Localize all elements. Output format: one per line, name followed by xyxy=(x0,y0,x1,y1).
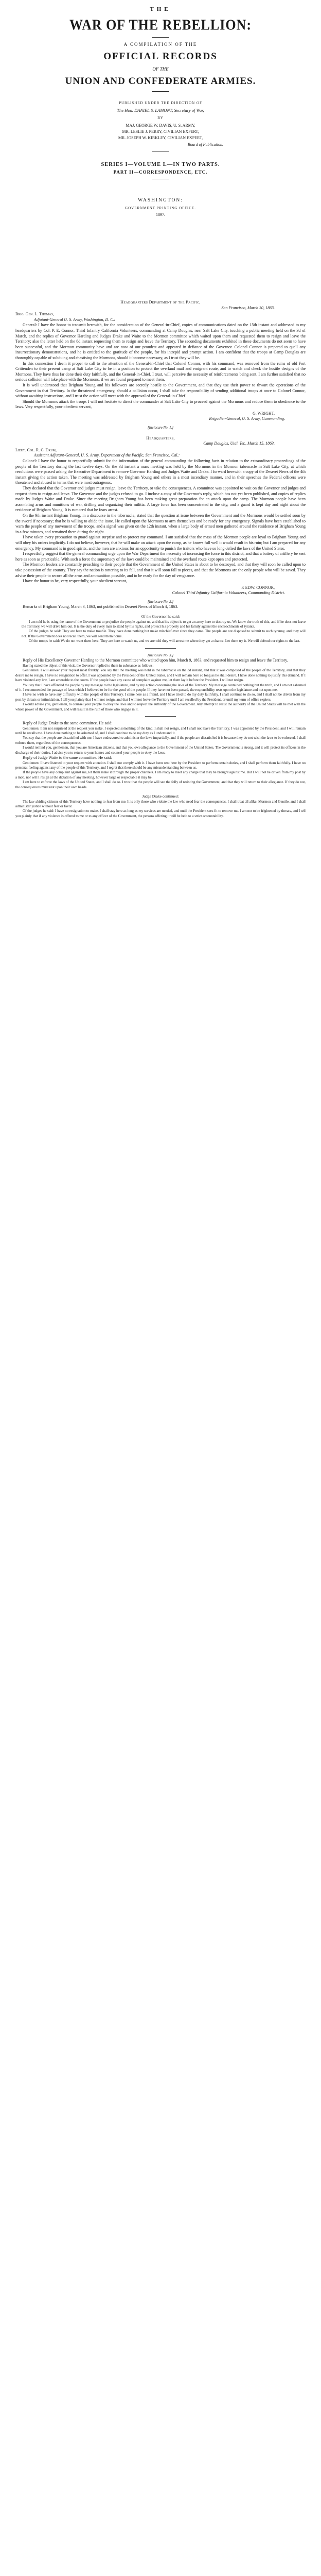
paragraph: Gentlemen: I have listened to your request with attention. I shall not comply with it. I have been sent here by the President to perform certain duties, and I shall perform them faithfully. I have no personal feeling against any of the people of this Territory, and I regret that there should be any misunderstanding between us. xyxy=(15,760,306,770)
paragraph: The law-abiding citizens of this Territory have nothing to fear from me. It is only those who violate the law who need fear the consequences. I shall treat all alike, Mormon and Gentile, and I shall administer justice without fear or favor. xyxy=(15,799,306,808)
signature-title: Brigadier-General, U. S. Army, Commanding. xyxy=(209,416,285,421)
title-page xyxy=(15,6,306,295)
letter-addressee: Brig. Gen. L. Thomas, xyxy=(15,312,54,317)
board-member: MR. JOSEPH W. KIRKLEY, CIVILIAN EXPERT, xyxy=(118,135,203,140)
paragraph: The Mormon leaders are constantly preaching to their people that the Government of the United States is about to be destroyed, and that they will soon be called upon to take possession of the country. They say the nation is tottering to its fall, and that it will soon fall to pieces, and that the Mormons are the only people who will be saved. They advise their people to secure all the arms and ammunition possible, and to be ready for the day of vengeance. xyxy=(15,562,306,578)
paragraph: They declared that the Governor and judges must resign, leave the Territory, or take the consequences. A committee was appointed to wait on the Governor and judges and request them to resign and leave. The Governor and the judges refused to go. I inclose a copy of the Governor's reply, which has not yet been published, and copies of replies made by Judges Waite and Drake. Since the meeting Brigham Young has been making great preparation for an attack upon the camp. The Mormon people have been assembling arms and munitions of war, drilling and organizing their militia. A large force has been concentrated in the city, and a guard is kept day and night about the residence of Brigham Young. It is rumored that he fears arrest. xyxy=(15,486,306,513)
title-part: PART II—CORRESPONDENCE, ETC. xyxy=(113,170,208,175)
paragraph: I have taken every precaution to guard against surprise and to protect my command. I am satisfied that the mass of the Mormon people are loyal to Brigham Young and will obey his orders implicitly. I do not believe, however, that he will make an attack upon the camp, as he knows full well it would result in his ruin; but I am prepared for any emergency. My command is in good spirits, and the men are anxious for an opportunity to punish the traitors who have so long defied the laws of the United States. xyxy=(15,535,306,551)
paragraph: Gentlemen: I am not surprised at the request you make. I expected something of the kind. I shall not resign, and I shall not leave the Territory. I was appointed by the President, and I will remain until he recalls me. I have done nothing to be ashamed of, and I shall continue to do my duty as I understand it. xyxy=(15,726,306,735)
paragraph: If the people have any complaint against me, let them make it through the proper channels. I am ready to meet any charge that may be brought against me. But I will not be driven from my post by a mob, nor will I resign at the dictation of any meeting, however large or respectable it may be. xyxy=(15,770,306,779)
paragraph: Having stated the object of this visit, the Governor replied to them in substance as follows: xyxy=(23,663,154,668)
inclosure-label: [Inclosure No. 2.] xyxy=(147,599,174,604)
quoted-paragraph: Of the judges he said: They are here to make trouble. They have done nothing but make mischief ever since they came. The people are not disposed to submit to such tyranny, and they will not. If the Government does not recall them, we will send them home. xyxy=(22,629,306,638)
letter-addressee-title: Assistant Adjutant-General, U. S. Army, Department of the Pacific, San Francisco, Cal.: xyxy=(34,453,180,458)
paragraph: Should the Mormons attack the troops I will not hesitate to direct the commander at Salt Lake City to proceed against the Mormons and reduce them to obedience to the laws. Very respectfully, your obedient servant, xyxy=(15,399,306,410)
title-of-the: OF THE xyxy=(152,66,169,72)
paragraph: Colonel: I have the honor to respectfully submit for the information of the general commanding the following facts in relation to the extraordinary proceedings of the people of the Territory during the last twelve days. On the 3d instant a mass meeting was held by the Mormons in the Mormon tabernacle in Salt Lake City, at which resolutions were passed asking the Executive Department to remove Governor Harding and Judges Waite and Drake. I forward herewith a copy of the Deseret News of the 4th instant giving the action taken. The meeting was addressed by Brigham Young and others in a most incendiary manner, and in their speeches the Federal officers were threatened and abused in terms that were most outrageous. xyxy=(15,459,306,485)
paragraph: On the 9th instant Brigham Young, in a discourse in the tabernacle, stated that the question at issue between the Government and the Mormons would be settled soon by the sword if necessary; that he is willing to abide the issue. He called upon the Mormons to arm themselves and be ready for any emergency. Signals have been established to warn the people of any movement of the troops, and a signal was given on the 12th instant, when a large body of armed men gathered around the residence of Brigham Young in a few minutes, and remained there during the night. xyxy=(15,513,306,534)
paragraph: I would advise you, gentlemen, to counsel your people to obey the laws and to respect the authority of the Government. Any attempt to resist the authority of the United States will be met with the whole power of the Government, and will result in the ruin of those who engage in it. xyxy=(15,702,306,711)
letter-header: Headquarters Department of the Pacific, xyxy=(120,300,201,304)
board-member: MR. LESLIE J. PERRY, CIVILIAN EXPERT, xyxy=(122,129,199,134)
quoted-paragraph: I am told he is using the name of the Government to prejudice the people against us, and that his object is to get an army here to destroy us. We know the truth of this, and if he does not leave the Territory, we will drive him out. It is the duty of every man to stand by his rights, and protect his property and his family against the encroachments of tyrants. xyxy=(22,619,306,629)
paragraph: I respectfully suggest that the general commanding urge upon the War Department the necessity of increasing the force in this district, and that a battery of artillery be sent here as soon as practicable. With such a force the supremacy of the laws could be maintained and the overland route kept open and protected. xyxy=(15,551,306,562)
title-gpo: GOVERNMENT PRINTING OFFICE. xyxy=(125,206,196,210)
document-body xyxy=(15,300,306,819)
title-the: THE xyxy=(150,6,171,12)
inclosure-intro: Remarks of Brigham Young, March 3, 1863, not published in Deseret News of March 4, 1863. xyxy=(23,604,179,609)
paragraph: It is well understood that Brigham Young and his followers are secretly hostile to the Government, and that they use their power to thwart the operations of the Government in that Territory. In the threatened emergency, should a collision occur, I shall take the responsibility of sending additional troops at once to Colonel Connor, without awaiting instructions, and I trust the action will meet with the approval of the General-in-Chief. xyxy=(15,382,306,399)
section-rule xyxy=(145,716,176,717)
title-year: 1897. xyxy=(156,212,165,217)
paragraph: You say that the people are dissatisfied with me. I have endeavored to administer the laws impartially, and if the people are dissatisfied it is because they do not wish the laws to be enforced. I shall enforce them, regardless of the consequences. xyxy=(15,736,306,745)
signature-title: Colonel Third Infantry California Volunteers, Commanding District. xyxy=(172,590,285,596)
inclosure-label: [Inclosure No. 3.] xyxy=(147,653,174,657)
title-rule-2 xyxy=(152,91,169,92)
paragraph: I am here to enforce the laws of the United States, and I shall do so. I trust that the people will see the folly of resisting the Government, and that they will return to their allegiance. If they do not, the consequences must rest upon their own heads. xyxy=(15,780,306,789)
paragraph: You say that I have offended the people by my message to the legislature, and by my action concerning the laws of the Territory. My message contained nothing but the truth, and I am not ashamed of it. I recommended the passage of laws which I believed to be for the good of the people. If they have not been passed, the responsibility rests upon the legislature and not upon me. xyxy=(15,683,306,692)
letter-place-date: Camp Douglas, Utah Ter., March 15, 1863. xyxy=(203,441,275,446)
title-board-members xyxy=(15,123,306,141)
title-washington: WASHINGTON: xyxy=(138,198,183,203)
board-member: MAJ. GEORGE W. DAVIS, U. S. ARMY, xyxy=(126,123,195,128)
letter-addressee: Lieut. Col. R. C. Drum, xyxy=(15,447,57,452)
paragraph: Gentlemen: I will answer your request most frankly. You say that the meeting was held in the tabernacle on the 3d instant, and that it was composed of the people of the Territory, and that they desire me to resign. I have no resignation to offer. I was appointed by the President of the United States, and I will remain here so long as he shall desire. I have done nothing to justify this demand. If I have violated any law, I am amenable to the courts. If the people have any cause of complaint against me, let them lay it before the President. I will not resign. xyxy=(15,668,306,683)
letter-addressee-title: Adjutant-General U. S. Army, Washington, D. C.: xyxy=(34,317,116,322)
title-rule xyxy=(152,37,169,38)
paragraph: In this connection I deem it proper to call to the attention of the General-in-Chief that Colonel Connor, with his command, was removed from the ruins of old Fort Crittenden to their present camp at Salt Lake City to be in a position to protect the overland mail and emigrant route, and to watch and check the hostile designs of the Mormons. They have thus far done their duty faithfully, and the General-in-Chief, I trust, will perceive the necessity of reinforcements being sent. I am further satisfied that no serious collision will take place with the Mormons, if we are found prepared to meet them. xyxy=(15,361,306,382)
paragraph: I would remind you, gentlemen, that you are American citizens, and that you owe allegiance to the Government of the United States. The Government is strong, and it will protect its officers in the discharge of their duties. I advise you to return to your homes and counsel your people to obey the laws. xyxy=(15,745,306,755)
paragraph: Of the judges he said: I have no resignation to make. I shall stay here as long as my services are needed, and until the President sees fit to remove me. I am not to be frightened by threats, and I tell you plainly that if any violence is offered to me or to any officer of the Government, the persons offering it will be held to a strict accountability. xyxy=(15,809,306,818)
paragraph: I have no wish to have any difficulty with the people of this Territory. I came here as a friend, and I have tried to do my duty faithfully. I shall continue to do so, and I shall not be driven from my post by threats or intimidation. I tell you plainly that I will not resign, and that I will not leave the Territory until I am recalled by the President, or until my term of office expires. xyxy=(15,692,306,702)
title-official-records: OFFICIAL RECORDS xyxy=(103,51,218,62)
title-union-confederate: UNION AND CONFEDERATE ARMIES. xyxy=(65,76,256,87)
letter-header: Headquarters, xyxy=(146,435,175,440)
main-title: WAR OF THE REBELLION: xyxy=(69,16,252,33)
reply-heading: Reply of Judge Waite to the same committee. He said: xyxy=(23,755,112,760)
paragraph: I have the honor to be, very respectfully, your obedient servant, xyxy=(23,579,127,584)
title-published-under: PUBLISHED UNDER THE DIRECTION OF xyxy=(119,101,202,105)
section-rule xyxy=(145,648,176,649)
section-heading: Judge Drake continued: xyxy=(142,794,179,799)
letter-place-date: San Francisco, March 30, 1863. xyxy=(221,305,275,310)
quoted-paragraph: Of the troops he said: We do not want them here. They are here to watch us, and we are told they will arrest me when they get a chance. Let them try it. We will defend our rights to the last. xyxy=(29,639,300,643)
signature: G. WRIGHT, xyxy=(252,411,275,416)
signature: P. EDW. CONNOR, xyxy=(241,585,275,590)
title-by: BY xyxy=(157,116,164,120)
reply-heading: Reply of Judge Drake to the same committee. He said: xyxy=(23,720,113,725)
inclosure-label: [Inclosure No. 1.] xyxy=(147,426,174,430)
title-compilation: A COMPILATION OF THE xyxy=(123,42,198,47)
inclosure-intro: Reply of His Excellency Governor Harding to the Mormon committee who waited upon him, March 9, 1863, and requested him to resign and leave the Territory. xyxy=(23,658,288,663)
paragraph: General: I have the honor to transmit herewith, for the consideration of the General-in-Chief, copies of communications dated on the 15th instant and addressed to my headquarters by Col. P. E. Connor, Third Infantry California Volunteers, commanding at Camp Douglas, near Salt Lake City, touching a public meeting held on the 3d of March, and the replies of Governor Harding and Judges Drake and Waite to the Mormon committee which waited upon them and requested them to resign and leave the Territory; also the letter held on the 8d instant requesting them to resign and leave the Territory. The seconding documents exhibited in these documents do not seem to have been successful, and the Mormon community have and are now of our proudest and appeared in defiance of the Governor. Colonel Connor is prepared to quell any insurrectionary demonstrations, and he is entitled to the gratitude of the people, for his intrepid and prompt action. I am confident that the troops at Camp Douglas are thoroughly capable of subduing and chastising the Mormons, should it become necessary, as I trust they will be. xyxy=(15,323,306,360)
section-heading: Of the Governor he said: xyxy=(141,614,180,619)
title-series: SERIES I—VOLUME L—IN TWO PARTS. xyxy=(101,162,220,167)
title-board-of-publication: Board of Publication. xyxy=(187,142,223,147)
title-secretary: The Hon. DANIEL S. LAMONT, Secretary of War, xyxy=(117,108,204,113)
